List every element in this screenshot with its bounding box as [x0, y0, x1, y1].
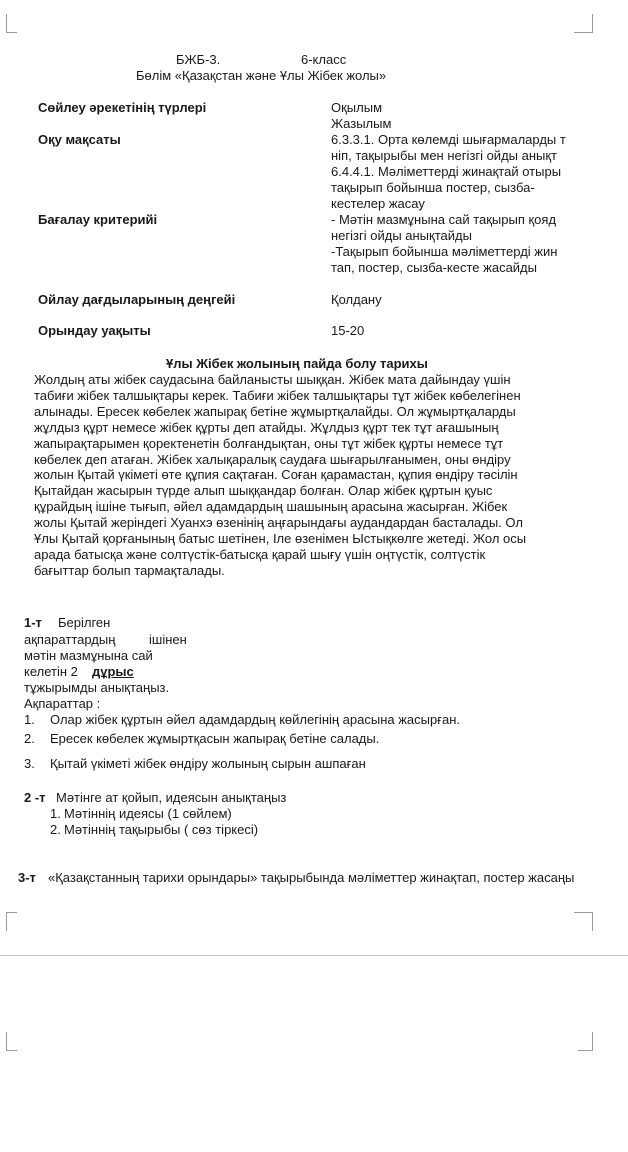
speech-type-value: Оқылым [331, 100, 383, 115]
task1-text: Берілген [58, 615, 111, 630]
learning-goal-line: 6.4.4.1. Мәліметтерді жинақтай отыры [331, 164, 562, 179]
exam-code: БЖБ-3. [176, 52, 221, 67]
text-line: Жолдың аты жібек саудасына байланысты шыққан. Жібек мата дайындау үшін [34, 372, 511, 387]
task1-emphasis: дұрыс [92, 664, 134, 679]
duration-value: 15-20 [331, 323, 365, 338]
learning-goal-line: кестелер жасау [331, 196, 425, 211]
task1-text: ішінен [149, 632, 187, 647]
learning-goal-line: ніп, тақырыбы мен негізгі ойды анықт [331, 148, 558, 163]
duration-label: Орындау уақыты [38, 323, 151, 338]
text-line: арада батысқа және солтүстік-батысқа қарай шығу үшін оңтүстік, солтүстік [34, 546, 486, 562]
page-corner-mark [6, 912, 17, 931]
list-number: 1. [50, 806, 61, 821]
speech-type-value: Жазылым [331, 116, 392, 131]
task3-number: 3-т [18, 870, 36, 885]
criteria-line: негізгі ойды анықтайды [331, 228, 472, 243]
text-title: Ұлы Жібек жолының пайда болу тарихы [166, 356, 428, 371]
criteria-line: - Мәтін мазмұнына сай тақырып қояд [331, 212, 557, 227]
criteria-label: Бағалау критерийі [38, 212, 158, 227]
text-line: жапырақтарымен қоректенетін болғандықтан, оны тұт жібек құрты немесе тұт [34, 435, 504, 451]
learning-goal-line: 6.3.3.1. Орта көлемді шығармаларды т [331, 132, 566, 147]
text-line: жолын Қытай үкіметі өте құпия сақтаған. Соған қарамастан, құпия өндіру тәсілін [34, 467, 518, 483]
section-title: Бөлім «Қазақстан және Ұлы Жібек жолы» [136, 68, 387, 83]
task1-number: 1-т [24, 615, 42, 630]
learning-goal-line: тақырып бойынша постер, сызба- [331, 180, 535, 195]
list-item: Олар жібек құртын әйел адамдардың көйлегінің арасына жасырған. [50, 712, 460, 727]
grade: 6-класс [301, 52, 347, 67]
task3-text: «Қазақстанның тарихи орындары» тақырыбында мәліметтер жинақтап, постер жасаңы [48, 870, 575, 885]
task1-text: мәтін мазмұнына сай [24, 648, 153, 663]
list-number: 1. [24, 712, 35, 727]
list-item: Мәтіннің идеясы (1 сөйлем) [64, 806, 232, 821]
page-corner-mark [6, 14, 17, 33]
thinking-level-value: Қолдану [331, 292, 382, 307]
task1-text: ақпараттардың [24, 632, 116, 647]
speech-types-label: Сөйлеу әрекетінің түрлері [38, 100, 207, 115]
page-corner-mark [574, 912, 593, 931]
reading-text [34, 372, 594, 579]
text-line: жолы Қытай жеріндегі Хуанхэ өзенінің аңғарындағы аудандардан басталады. Ол [34, 515, 523, 531]
text-line: алынады. Ересек көбелек жапырақ бетіне жұмыртқалайды. Ол жұмыртқаларды [34, 403, 516, 419]
text-line: Қытайдан жасырын түрде алып шыққандар болған. Олар жібек құртын қуыс [34, 483, 493, 499]
task1-text: тұжырымды анықтаңыз. [24, 680, 170, 695]
thinking-level-label: Ойлау дағдыларының деңгейі [38, 292, 236, 307]
info-label: Ақпараттар : [24, 696, 101, 711]
criteria-line: тап, постер, сызба-кесте жасайды [331, 260, 537, 275]
page-corner-mark [578, 1032, 593, 1051]
learning-goal-label: Оқу мақсаты [38, 132, 121, 147]
task2-number: 2 -т [24, 790, 46, 805]
text-line: көбелек деп атаған. Жібек халықаралық саудаға шығарылғанымен, оны өндіру [34, 451, 511, 467]
page-separator [0, 955, 628, 956]
text-line: табиғи жібек талшықтары керек. Табиғи жібек талшықтары тұт жібек көбелегінен [34, 387, 521, 403]
list-item: Қытай үкіметі жібек өндіру жолының сырын ашпаған [50, 756, 366, 771]
list-item: Мәтіннің тақырыбы ( сөз тіркесі) [64, 822, 259, 837]
criteria-line: -Тақырып бойынша мәліметтерді жин [331, 244, 558, 259]
text-line: бағыттар болып тармақталады. [34, 562, 225, 578]
text-line: жұлдыз құрт немесе жібек құрты деп атайды. Жұлдыз құрт тек тұт ағашының [34, 419, 499, 435]
list-number: 3. [24, 756, 35, 771]
page-corner-mark [574, 14, 593, 33]
text-line: құрайдың ішіне тығып, әйел адамдардың шашының арасына жасырған. Жібек [34, 499, 508, 515]
page-corner-mark [6, 1032, 17, 1051]
task1-text: келетін 2 [24, 664, 78, 679]
task2-text: Мәтінге ат қойып, идеясын анықтаңыз [56, 790, 287, 805]
text-line: Ұлы Қытай қорғанының батыс шетінен, Іле өзенімен Ыстықкөлге жетеді. Жол осы [34, 531, 527, 547]
list-number: 2. [24, 731, 35, 746]
list-number: 2. [50, 822, 61, 837]
list-item: Ересек көбелек жұмыртқасын жапырақ бетіне салады. [50, 731, 380, 746]
